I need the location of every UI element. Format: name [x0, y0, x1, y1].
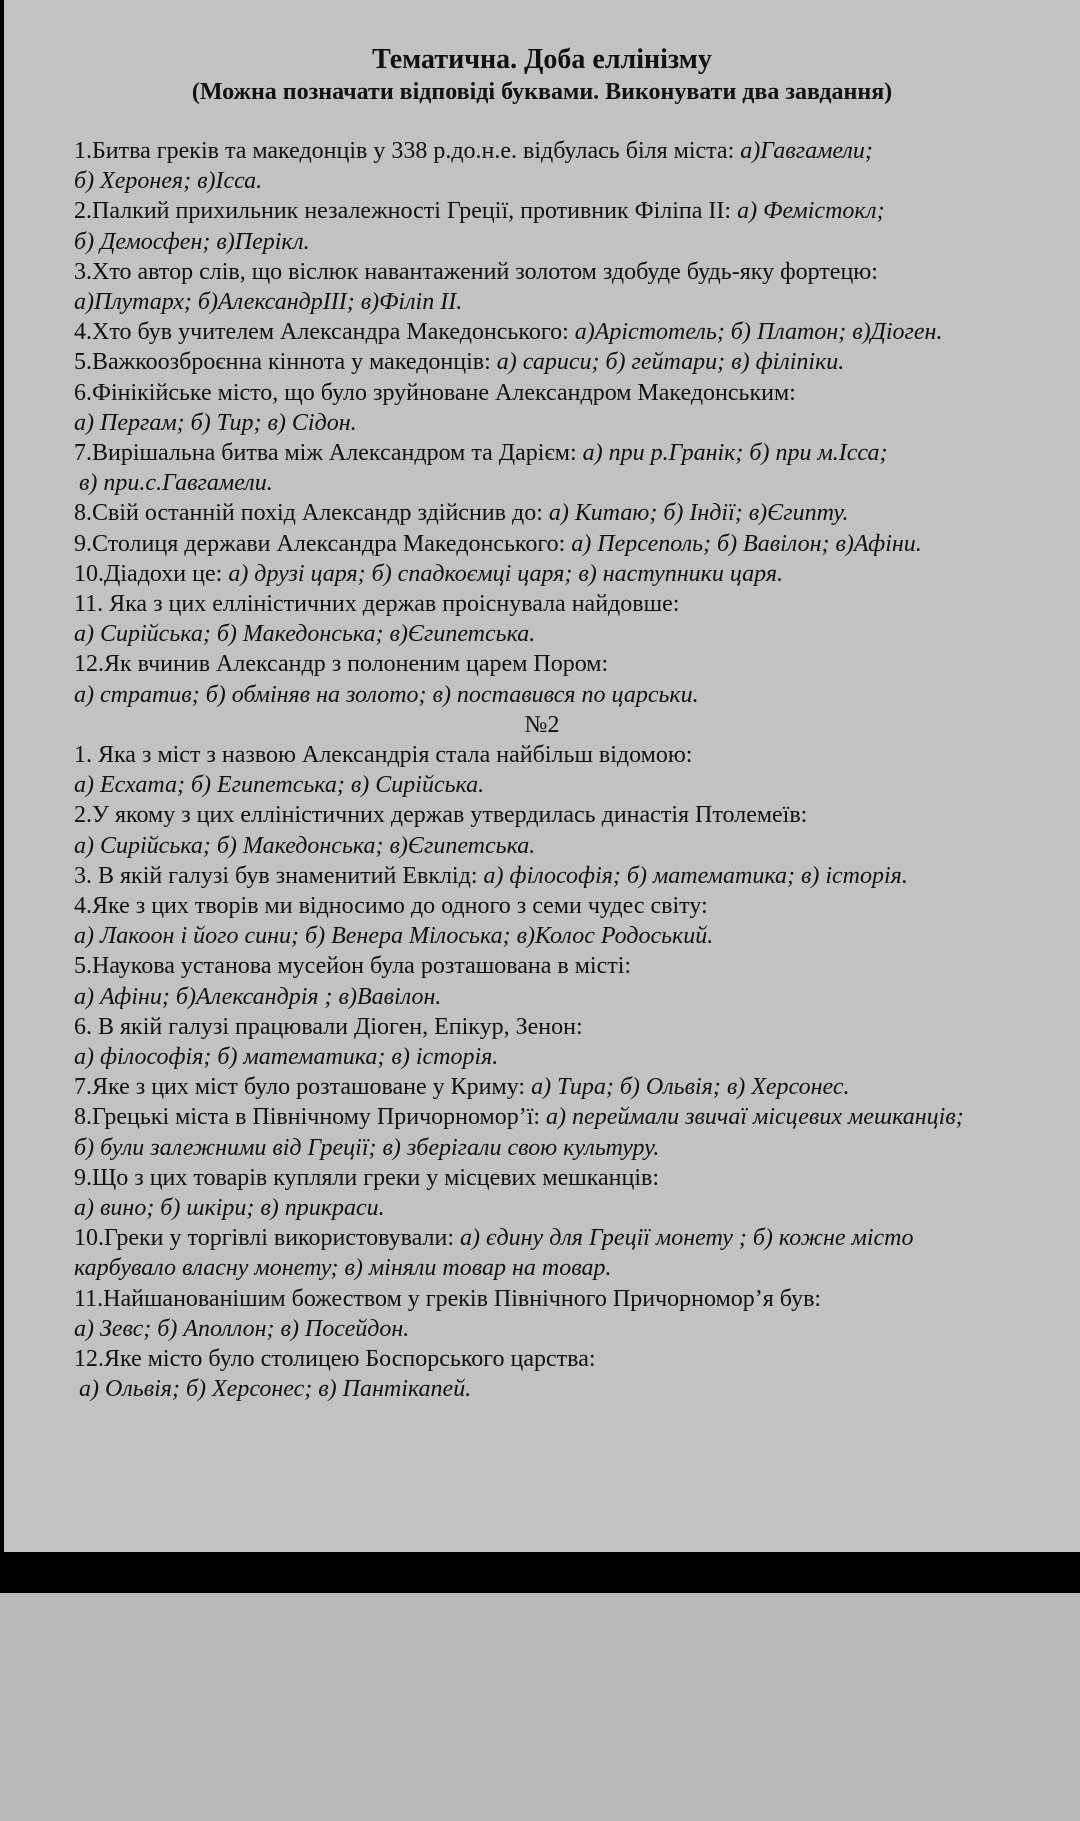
question-line	[74, 438, 1074, 468]
answer-options: а) Пергам; б) Тир; в) Сідон.	[74, 410, 357, 436]
answer-options: а) філософія; б) математика; в) історія.	[483, 863, 908, 889]
answer-options: а) при р.Гранік; б) при м.Ісса;	[582, 440, 888, 466]
answer-options: карбувало власну монету; в) міняли товар на товар.	[74, 1255, 612, 1281]
question-line	[74, 136, 1074, 166]
document-title: Тематична. Доба еллінізму	[372, 44, 712, 75]
question-line	[79, 1374, 1079, 1404]
question-line	[74, 1253, 1074, 1283]
question-line	[74, 166, 1074, 196]
question-line	[74, 1072, 1074, 1102]
question-text: 12.Як вчинив Александр з полоненим царем Пором:	[74, 651, 609, 677]
question-line	[74, 378, 1074, 408]
question-text: 12.Яке місто було столицею Боспорського царства:	[74, 1346, 596, 1372]
question-line	[74, 1193, 1074, 1223]
question-line	[74, 951, 1074, 981]
answer-options: а) Афіни; б)Александрія ; в)Вавілон.	[74, 984, 442, 1010]
answer-options: а) сариси; б) гейтари; в) філіпіки.	[496, 349, 845, 375]
section-heading	[4, 710, 1080, 740]
question-text: 1. Яка з міст з назвою Александрія стала найбільш відомою:	[74, 742, 693, 768]
question-line	[74, 891, 1074, 921]
question-line	[74, 921, 1074, 951]
question-line	[74, 1163, 1074, 1193]
answer-options: а) Персеполь; б) Вавілон; в)Афіни.	[571, 531, 922, 557]
question-line	[74, 287, 1074, 317]
question-line	[74, 529, 1074, 559]
question-text: 3. В якій галузі був знаменитий Евклід:	[74, 863, 484, 889]
question-line	[74, 559, 1074, 589]
question-line	[74, 257, 1074, 287]
answer-options: а) Сирійська; б) Македонська; в)Єгипетська.	[74, 833, 536, 859]
answer-options: а)Плутарх; б)АлександрІІІ; в)Філіп ІІ.	[74, 289, 463, 315]
question-text: 11. Яка з цих елліністичних держав проіснувала найдовше:	[74, 591, 680, 617]
question-line	[74, 498, 1074, 528]
question-text: 10.Греки у торгівлі використовували:	[74, 1225, 461, 1251]
question-text: 7.Вирішальна битва між Александром та Дарієм:	[74, 440, 583, 466]
question-text: 4.Яке з цих творів ми відносимо до одного з семи чудес світу:	[74, 893, 708, 919]
question-line	[74, 196, 1074, 226]
question-line	[74, 1284, 1074, 1314]
question-text: 5.Наукова установа мусейон була розташована в місті:	[74, 953, 632, 979]
question-line	[74, 1133, 1074, 1163]
question-line	[79, 468, 1079, 498]
question-line	[74, 800, 1074, 830]
question-line	[74, 589, 1074, 619]
document-page	[4, 0, 1080, 1552]
question-line	[74, 619, 1074, 649]
question-line	[74, 1314, 1074, 1344]
question-line	[74, 770, 1074, 800]
question-text: 1.Битва греків та македонців у 338 р.до.н.е. відбулась біля міста:	[74, 138, 741, 164]
question-line	[74, 861, 1074, 891]
answer-options: а) Тира; б) Ольвія; в) Херсонес.	[531, 1074, 850, 1100]
answer-options: а) Фемістокл;	[737, 198, 885, 224]
bottom-blank-area	[0, 1593, 1080, 1821]
question-text: 10.Діадохи це:	[74, 561, 229, 587]
answer-options: а) Зевс; б) Аполлон; в) Посейдон.	[74, 1316, 410, 1342]
question-text: 11.Найшанованішим божеством у греків Північного Причорномор’я був:	[74, 1286, 822, 1312]
answer-options: в) при.с.Гавгамели.	[79, 470, 273, 496]
answer-options: а) Ольвія; б) Херсонес; в) Пантікапей.	[79, 1376, 472, 1402]
answer-options: а) Есхата; б) Египетська; в) Сирійська.	[74, 772, 485, 798]
question-line	[74, 347, 1074, 377]
question-line	[74, 227, 1074, 257]
question-line	[74, 649, 1074, 679]
question-text: 5.Важкоозброєнна кіннота у македонців:	[74, 349, 497, 375]
question-text: 7.Яке з цих міст було розташоване у Криму:	[74, 1074, 532, 1100]
answer-options: а)Гавгамели;	[740, 138, 873, 164]
question-text: 6. В якій галузі працювали Діоген, Епікур, Зенон:	[74, 1014, 583, 1040]
answer-options: а) Китаю; б) Індії; в)Єгипту.	[548, 500, 849, 526]
question-line	[74, 1042, 1074, 1072]
question-line	[74, 831, 1074, 861]
question-text: 9.Столиця держави Александра Македонського:	[74, 531, 572, 557]
answer-options: б) Демосфен; в)Перікл.	[74, 229, 310, 255]
answer-options: а) друзі царя; б) спадкоємці царя; в) наступники царя.	[228, 561, 783, 587]
question-text: 8.Грецькі міста в Північному Причорномор’ї:	[74, 1104, 547, 1130]
question-text: №2	[524, 712, 560, 738]
answer-options: а) вино; б) шкіри; в) прикраси.	[74, 1195, 385, 1221]
question-text: 8.Свій останній похід Александр здійснив до:	[74, 500, 549, 526]
question-line	[74, 1344, 1074, 1374]
question-line	[74, 1102, 1074, 1132]
answer-options: а) переймали звичаї місцевих мешканців;	[546, 1104, 964, 1130]
question-text: 3.Хто автор слів, що віслюк навантажений золотом здобуде будь-яку фортецю:	[74, 259, 878, 285]
answer-options: б) були залежними від Греції; в) зберігали свою культуру.	[74, 1135, 660, 1161]
answer-options: б) Херонея; в)Ісса.	[74, 168, 263, 194]
answer-options: а) єдину для Греції монету ; б) кожне місто	[460, 1225, 914, 1251]
question-line	[74, 740, 1074, 770]
answer-options: а) стратив; б) обміняв на золото; в) поставився по царськи.	[74, 682, 699, 708]
question-text: 6.Фінікійське місто, що було зруйноване Александром Македонським:	[74, 380, 796, 406]
question-line	[74, 982, 1074, 1012]
document-subtitle: (Можна позначати відповіді буквами. Виконувати два завдання)	[191, 79, 893, 105]
question-line	[74, 1223, 1074, 1253]
answer-options: а) філософія; б) математика; в) історія.	[74, 1044, 499, 1070]
question-line	[74, 408, 1074, 438]
question-text: 9.Що з цих товарів купляли греки у місцевих мешканців:	[74, 1165, 660, 1191]
answer-options: а) Сирійська; б) Македонська; в)Єгипетська.	[74, 621, 536, 647]
answer-options: а) Лакоон і його сини; б) Венера Мілоська; в)Колос Родоський.	[74, 923, 714, 949]
question-text: 2.У якому з цих елліністичних держав утвердилась династія Птолемеїв:	[74, 802, 808, 828]
question-line	[74, 317, 1074, 347]
question-text: 2.Палкий прихильник незалежності Греції, противник Філіпа ІІ:	[74, 198, 738, 224]
question-text: 4.Хто був учителем Александра Македонського:	[74, 319, 575, 345]
answer-options: а)Арістотель; б) Платон; в)Діоген.	[574, 319, 943, 345]
question-line	[74, 680, 1074, 710]
question-line	[74, 1012, 1074, 1042]
